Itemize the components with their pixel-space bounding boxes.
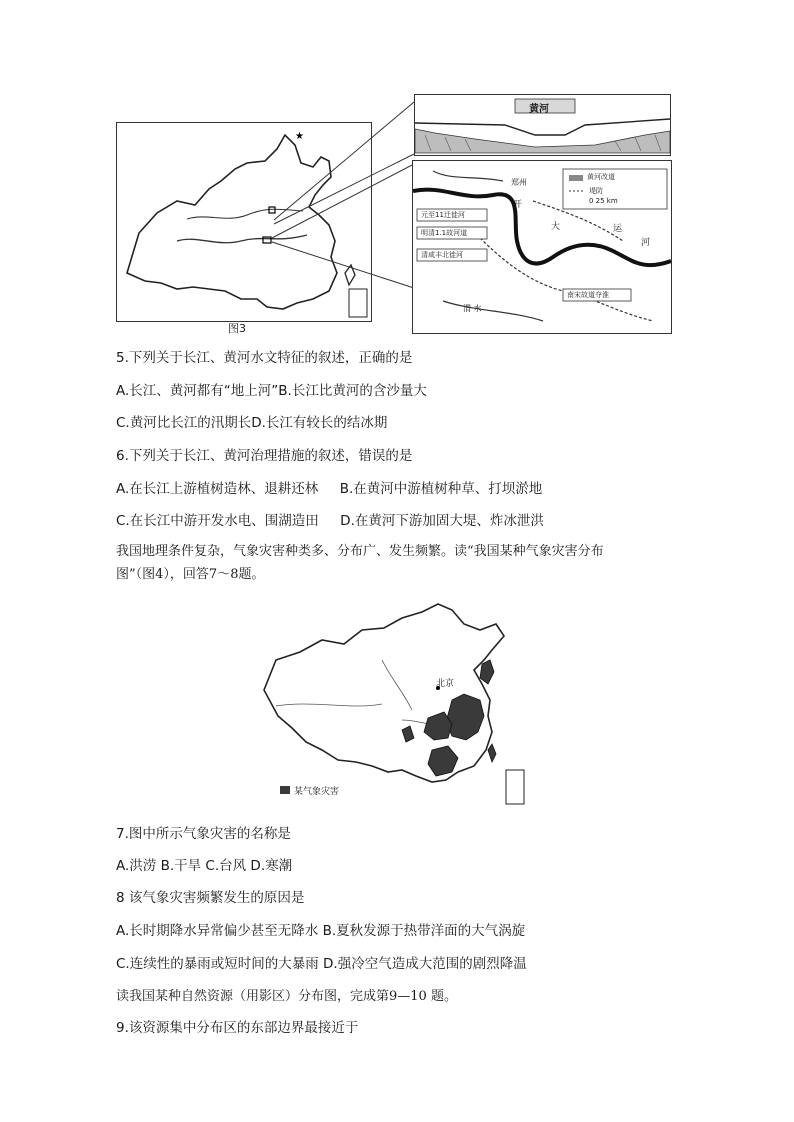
inset-box-1: 元至11迁徙河: [421, 211, 465, 219]
intro-9-10: 读我国某种自然资源（用影区）分布图，完成第9—10 题。: [116, 989, 457, 1004]
inset-box-2: 明清1.1故河道: [421, 229, 468, 237]
q8-options-ab: A.长时期降水异常偏少甚至无降水 B.夏秋发源于热带洋面的大气涡旋: [116, 923, 526, 939]
q6-stem: 6.下列关于长江、黄河治理措施的叙述，错误的是: [116, 448, 413, 464]
disaster-region-south: [428, 746, 458, 776]
label-wei-river: 渭 水: [463, 304, 482, 313]
capital-star-icon: ★: [295, 131, 304, 142]
q6-options-cd: C.在长江中游开发水电、围湖造田 D.在黄河下游加固大堤、炸冰泄洪: [116, 513, 544, 529]
figure-4-disaster-map: [252, 600, 542, 810]
yellow-river-course-inset: [412, 160, 672, 334]
label-town-2: 大: [551, 222, 561, 232]
legend-item-2: 堤防: [589, 187, 603, 195]
south-sea-inset: [506, 770, 524, 804]
q5-stem: 5.下列关于长江、黄河水文特征的叙述，正确的是: [116, 350, 413, 366]
china-disaster-map: [252, 600, 542, 810]
label-town-1: 开: [513, 200, 523, 210]
q7-options: A.洪涝 B.干旱 C.台风 D.寒潮: [116, 858, 293, 874]
disaster-region-east: [446, 694, 484, 740]
legend-item-1: 黄河改道: [587, 173, 615, 181]
inset-box-4: 南宋故道夺淮: [567, 291, 609, 299]
q8-options-cd: C.连续性的暴雨或短时间的大暴雨 D.强冷空气造成大范围的剧烈降温: [116, 956, 527, 972]
figure-4-legend-label: 某气象灾害: [294, 787, 340, 797]
figure-3: [112, 92, 672, 337]
inset-box-3: 清咸丰北徙河: [421, 251, 463, 259]
intro-7-8-line2: 图”（图4），回答7～8题。: [116, 567, 265, 582]
q7-stem: 7.图中所示气象灾害的名称是: [116, 826, 291, 842]
label-zhengzhou: 郑州: [511, 178, 527, 187]
label-town-4: 河: [641, 238, 651, 248]
q9-stem: 9.该资源集中分布区的东部边界最接近于: [116, 1020, 359, 1036]
q8-stem: 8 该气象灾害频繁发生的原因是: [116, 890, 305, 906]
q5-options-ab: A.长江、黄河都有“地上河”B.长江比黄河的含沙量大: [116, 383, 427, 399]
intro-7-8-line1: 我国地理条件复杂，气象灾害种类多、分布广、发生频繁。读“我国某种气象灾害分布: [116, 544, 604, 559]
disaster-region-taiwan: [488, 744, 496, 762]
label-town-3: 运: [613, 224, 623, 234]
disaster-region-sichuan: [402, 726, 414, 742]
profile-label: 黄河: [529, 104, 549, 115]
yellow-river-profile: [414, 94, 671, 156]
q6-options-ab: A.在长江上游植树造林、退耕还林 B.在黄河中游植树种草、打坝淤地: [116, 481, 543, 497]
disaster-region-northeast: [480, 660, 494, 684]
q5-options-cd: C.黄河比长江的汛期长D.长江有较长的结冰期: [116, 415, 388, 431]
figure-3-caption: 图3: [228, 322, 246, 335]
legend-swatch-icon: [280, 786, 290, 794]
legend-scale: 0 25 km: [589, 197, 618, 205]
label-beijing: 北京: [436, 679, 455, 689]
